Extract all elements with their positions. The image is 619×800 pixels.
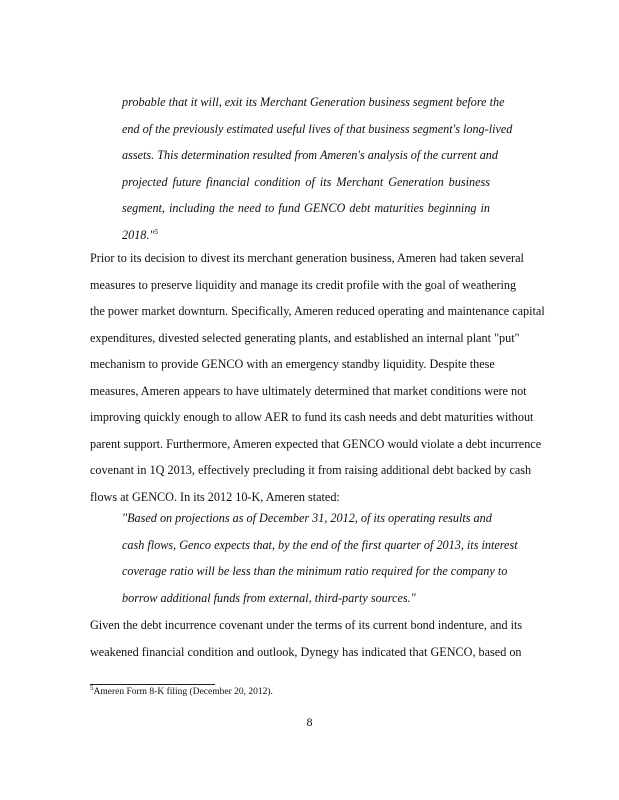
paragraph-line: covenant in 1Q 2013, effectively precluding it from raising additional debt backed by cash [90,463,532,477]
footnote-divider [90,684,215,685]
paragraph-line: the power market downturn. Specifically, Ameren reduced operating and maintenance capital [90,304,545,318]
paragraph-line: measures, Ameren appears to have ultimately determined that market conditions were not [90,383,527,398]
page-number: 8 [306,715,313,729]
footnote [90,683,273,698]
quote-line: cash flows, Genco expects that, by the end of the first quarter of 2013, its interest [122,537,518,552]
footnote-marker: 5 [90,683,94,692]
block-quote-10k [122,505,518,611]
paragraph-line: parent support. Furthermore, Ameren expected that GENCO would violate a debt incurrence [90,436,542,451]
paragraph-line: Prior to its decision to divest its merchant generation business, Ameren had taken several [90,251,524,265]
paragraph-line: improving quickly enough to allow AER to fund its cash needs and debt maturities without [90,410,534,424]
quote-line: borrow additional funds from external, third-party sources." [122,590,416,605]
footnote-reference[interactable]: 5 [154,227,159,236]
body-paragraph-divest [90,245,545,510]
quote-line: end of the previously estimated useful lives of that business segment's long-lived [122,121,513,136]
footnote-text: Ameren Form 8-K filing (December 20, 2012). [93,687,273,697]
paragraph-line: mechanism to provide GENCO with an emergency standby liquidity. Despite these [90,357,495,371]
paragraph-line: measures to preserve liquidity and manage its credit profile with the goal of weathering [90,277,517,292]
quote-line: segment, including the need to fund GENCO debt maturities beginning in [122,201,490,215]
quote-line: assets. This determination resulted from Ameren's analysis of the current and [122,148,498,162]
paragraph-line: expenditures, divested selected generating plants, and established an internal plant "put" [90,330,520,345]
paragraph-line: flows at GENCO. In its 2012 10-K, Ameren stated: [90,489,340,504]
paragraph-line: Given the debt incurrence covenant under the terms of its current bond indenture, and its [90,618,523,632]
body-paragraph-covenant [90,612,523,665]
quote-line-text: 2018." [122,227,155,242]
quote-line: coverage ratio will be less than the minimum ratio required for the company to [122,564,508,578]
block-quote-ameren-exit [122,89,513,248]
quote-line: "Based on projections as of December 31, 2012, of its operating results and [122,511,492,525]
paragraph-line: weakened financial condition and outlook, Dynegy has indicated that GENCO, based on [90,644,522,659]
quote-line: projected future financial condition of its Merchant Generation business [122,174,490,189]
quote-line: probable that it will, exit its Merchant Generation business segment before the [122,95,505,109]
